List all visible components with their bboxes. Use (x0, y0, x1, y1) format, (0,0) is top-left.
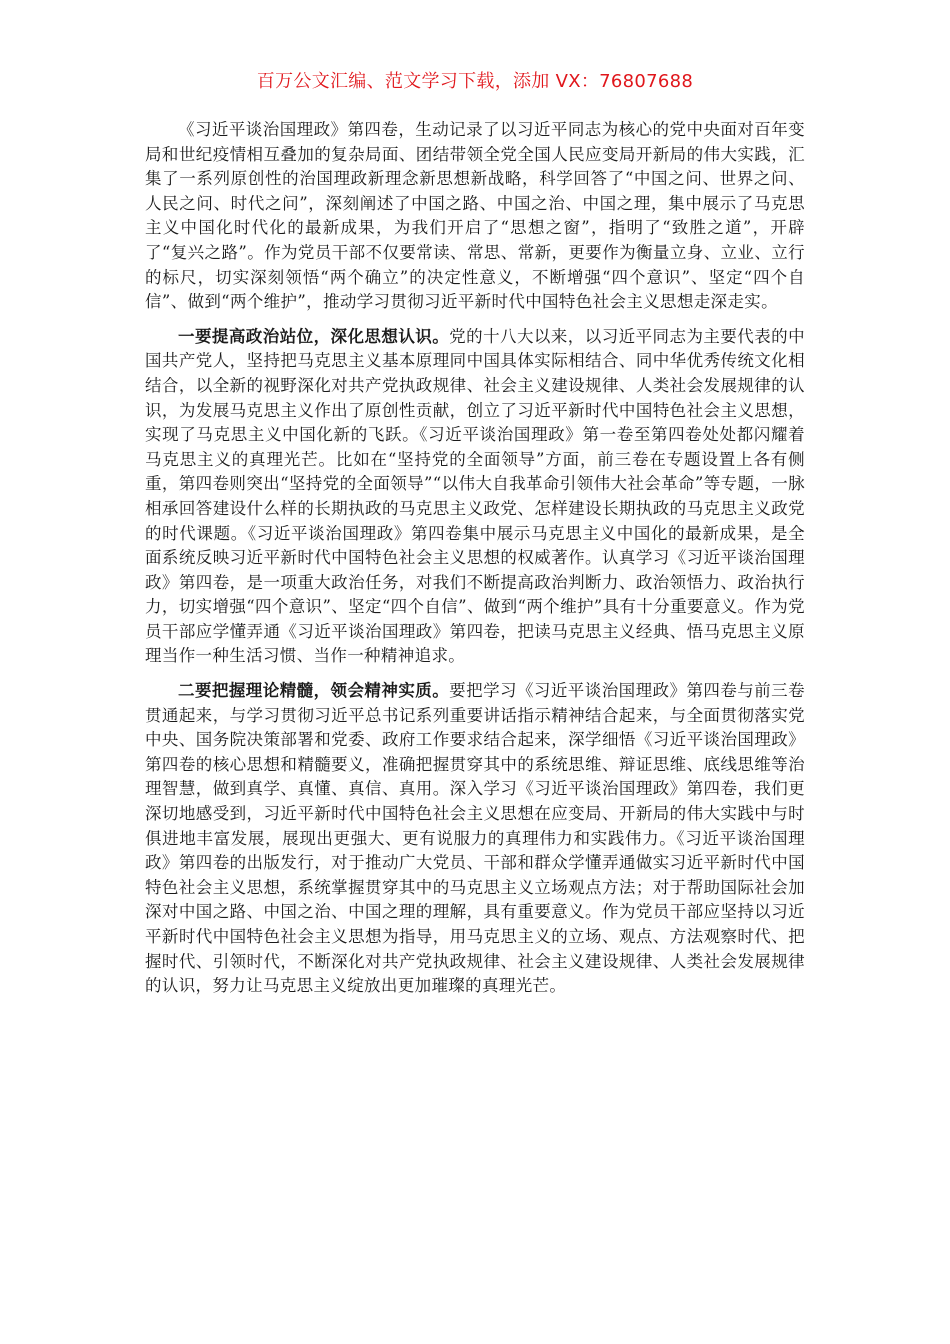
section-1-heading: 一要提高政治站位，深化思想认识。 (178, 326, 450, 346)
paragraph-intro (145, 118, 805, 315)
download-banner: 百万公文汇编、范文学习下载，添加 VX：76807688 (256, 71, 694, 92)
paragraph-section-1 (145, 325, 805, 669)
paragraph-section-2 (145, 679, 805, 999)
section-2-text: 要把学习《习近平谈治国理政》第四卷与前三卷贯通起来，与学习贯彻习近平总书记系列重要讲话指示精神结合起来，与全面贯彻落实党中央、国务院决策部署和党委、政府工作要求结合起来，深学细悟《习近平谈治国理政》第四卷的核心思想和精髓要义，准确把握贯穿其中的系统思维、辩证思维、底线思维等治理智慧，做到真学、真懂、真信、真用。深入学习《习近平谈治国理政》第四卷，我们更深切地感受到，习近平新时代中国特色社会主义思想在应变局、开新局的伟大实践中与时俱进地丰富发展，展现出更强大、更有说服力的真理伟力和实践伟力。《习近平谈治国理政》第四卷的出版发行，对于推动广大党员、干部和群众学懂弄通做实习近平新时代中国特色社会主义思想，系统掌握贯穿其中的马克思主义立场观点方法；对于帮助国际社会加深对中国之路、中国之治、中国之理的理解，具有重要意义。作为党员干部应坚持以习近平新时代中国特色社会主义思想为指导，用马克思主义的立场、观点、方法观察时代、把握时代、引领时代，不断深化对共产党执政规律、社会主义建设规律、人类社会发展规律的认识，努力让马克思主义绽放出更加璀璨的真理光芒。 (145, 681, 805, 996)
section-2-heading: 二要把握理论精髓，领会精神实质。 (178, 681, 450, 701)
section-1-text: 党的十八大以来，以习近平同志为主要代表的中国共产党人，坚持把马克思主义基本原理同中国具体实际相结合、同中华优秀传统文化相结合，以全新的视野深化对共产党执政规律、社会主义建设规律、人类社会发展规律的认识，为发展马克思主义作出了原创性贡献，创立了习近平新时代中国特色社会主义思想，实现了马克思主义中国化新的飞跃。《习近平谈治国理政》第一卷至第四卷处处都闪耀着马克思主义的真理光芒。比如在“坚持党的全面领导”方面，前三卷在专题设置上各有侧重，第四卷则突出“坚持党的全面领导”“以伟大自我革命引领伟大社会革命”等专题，一脉相承回答建设什么样的长期执政的马克思主义政党、怎样建设长期执政的马克思主义政党的时代课题。《习近平谈治国理政》第四卷集中展示马克思主义中国化的最新成果，是全面系统反映习近平新时代中国特色社会主义思想的权威著作。认真学习《习近平谈治国理政》第四卷，是一项重大政治任务，对我们不断提高政治判断力、政治领悟力、政治执行力，切实增强“四个意识”、坚定“四个自信”、做到“两个维护”具有十分重要意义。作为党员干部应学懂弄通《习近平谈治国理政》第四卷，把读马克思主义经典、悟马克思主义原理当作一种生活习惯、当作一种精神追求。 (145, 326, 805, 666)
document-body (145, 118, 805, 1009)
paragraph-intro-text: 《习近平谈治国理政》第四卷，生动记录了以习近平同志为核心的党中央面对百年变局和世纪疫情相互叠加的复杂局面、团结带领全党全国人民应变局开新局的伟大实践，汇集了一系列原创性的治国理政新理念新思想新战略，科学回答了“中国之问、世界之问、人民之问、时代之问”，深刻阐述了中国之路、中国之治、中国之理，集中展示了马克思主义中国化时代化的最新成果，为我们开启了“思想之窗”，指明了“致胜之道”，开辟了“复兴之路”。作为党员干部不仅要常读、常思、常新，更要作为衡量立身、立业、立行的标尺，切实深刻领悟“两个确立”的决定性意义，不断增强“四个意识”、坚定“四个自信”、做到“两个维护”，推动学习贯彻习近平新时代中国特色社会主义思想走深走实。 (145, 120, 805, 312)
